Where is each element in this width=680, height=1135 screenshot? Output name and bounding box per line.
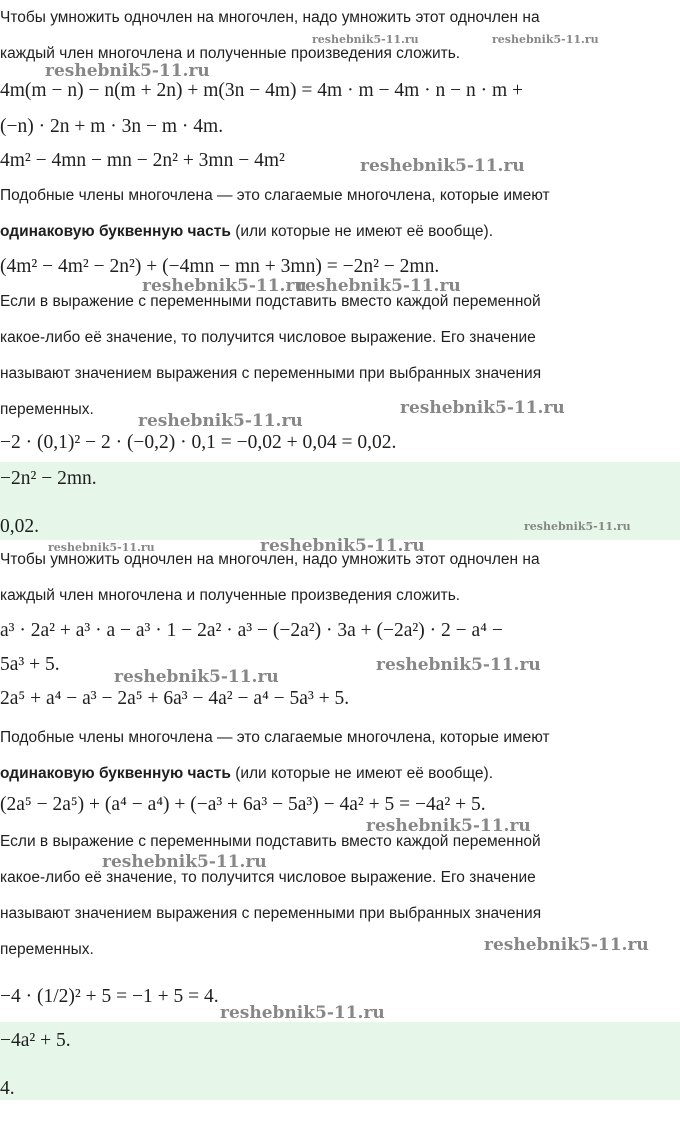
value-def-line-3: называют значением выражения с переменными при выбранных значения [0,905,542,922]
ex2-equation-1-line-1: a³ · 2a² + a³ · a − a³ · 1 − 2a² · a³ − (−2a²) · 3a + (−2a²) · 2 − a⁴ − [0,620,503,641]
watermark: reshebnik5-11.ru [484,935,649,955]
ex1-equation-4: −2 · (0,1)² − 2 · (−0,2) · 0,1 = −0,02 + 0,04 = 0,02. [0,432,397,453]
ex2-equation-2: 2a⁵ + a⁴ − a³ − 2a⁵ + 6a³ − 4a² − a⁴ − 5a³ + 5. [0,688,350,709]
ex2-equation-4: −4 · (1/2)² + 5 = −1 + 5 = 4. [0,986,219,1007]
ex1-answer-2: 0,02. [0,516,39,537]
watermark: reshebnik5-11.ru [142,276,307,296]
ex2-equation-1-line-2: 5a³ + 5. [0,654,60,675]
watermark: reshebnik5-11.ru [102,852,267,872]
watermark: reshebnik5-11.ru [138,411,303,431]
ex1-equation-1-line-1: 4m(m − n) − n(m + 2n) + m(3n − 4m) = 4m · m − 4m · n − n · m + [0,80,524,101]
watermark: reshebnik5-11.ru [220,1003,385,1023]
value-def-line-1: Если в выражение с переменными подставить вместо каждой переменной [0,833,541,850]
ex2-answer-1: −4a² + 5. [0,1030,71,1051]
watermark: reshebnik5-11.ru [114,667,279,687]
value-def-line-2: какое-либо её значение, то получится числовое выражение. Его значение [0,869,536,886]
value-def-line-2: какое-либо её значение, то получится числовое выражение. Его значение [0,329,536,346]
ex2-equation-3: (2a⁵ − 2a⁵) + (a⁴ − a⁴) + (−a³ + 6a³ − 5a³) − 4a² + 5 = −4a² + 5. [0,794,486,815]
like-terms-definition [0,764,680,784]
watermark: reshebnik5-11.ru [48,541,155,554]
like-terms-intro: Подобные члены многочлена — это слагаемые многочлена, которые имеют [0,729,550,746]
watermark: reshebnik5-11.ru [260,536,425,556]
watermark: reshebnik5-11.ru [312,33,419,46]
rule-line-1: Чтобы умножить одночлен на многочлен, надо умножить этот одночлен на [0,551,540,568]
like-terms-rest: (или которые не имеют её вообще). [230,765,493,782]
watermark: reshebnik5-11.ru [376,655,541,675]
like-terms-rest: (или которые не имеют её вообще). [230,223,493,240]
value-def-line-1: Если в выражение с переменными подставить вместо каждой переменной [0,293,541,310]
watermark: reshebnik5-11.ru [524,520,631,533]
watermark: reshebnik5-11.ru [296,276,461,296]
like-terms-intro: Подобные члены многочлена — это слагаемые многочлена, которые имеют [0,187,550,204]
answer-band-2 [0,1022,680,1100]
like-terms-definition [0,222,680,242]
rule-line-2: каждый член многочлена и полученные произведения сложить. [0,587,461,604]
watermark: reshebnik5-11.ru [360,156,525,176]
rule-line-1: Чтобы умножить одночлен на многочлен, надо умножить этот одночлен на [0,9,540,26]
ex1-equation-2: 4m² − 4mn − mn − 2n² + 3mn − 4m² [0,150,285,171]
value-def-line-3: называют значением выражения с переменными при выбранных значения [0,365,542,382]
ex1-equation-1-line-2: (−n) · 2n + m · 3n − m · 4m. [0,116,224,137]
like-terms-bold: одинаковую буквенную часть [0,765,231,782]
value-def-line-4: переменных. [0,401,94,418]
watermark: reshebnik5-11.ru [45,61,210,81]
ex1-answer-1: −2n² − 2mn. [0,468,97,489]
ex2-answer-2: 4. [0,1078,15,1099]
like-terms-bold: одинаковую буквенную часть [0,223,231,240]
rule-line-2: каждый член многочлена и полученные произведения сложить. [0,45,461,62]
watermark: reshebnik5-11.ru [366,816,531,836]
watermark: reshebnik5-11.ru [400,398,565,418]
ex1-equation-3: (4m² − 4m² − 2n²) + (−4mn − mn + 3mn) = −2n² − 2mn. [0,256,440,277]
value-def-line-4: переменных. [0,941,94,958]
watermark: reshebnik5-11.ru [492,33,599,46]
